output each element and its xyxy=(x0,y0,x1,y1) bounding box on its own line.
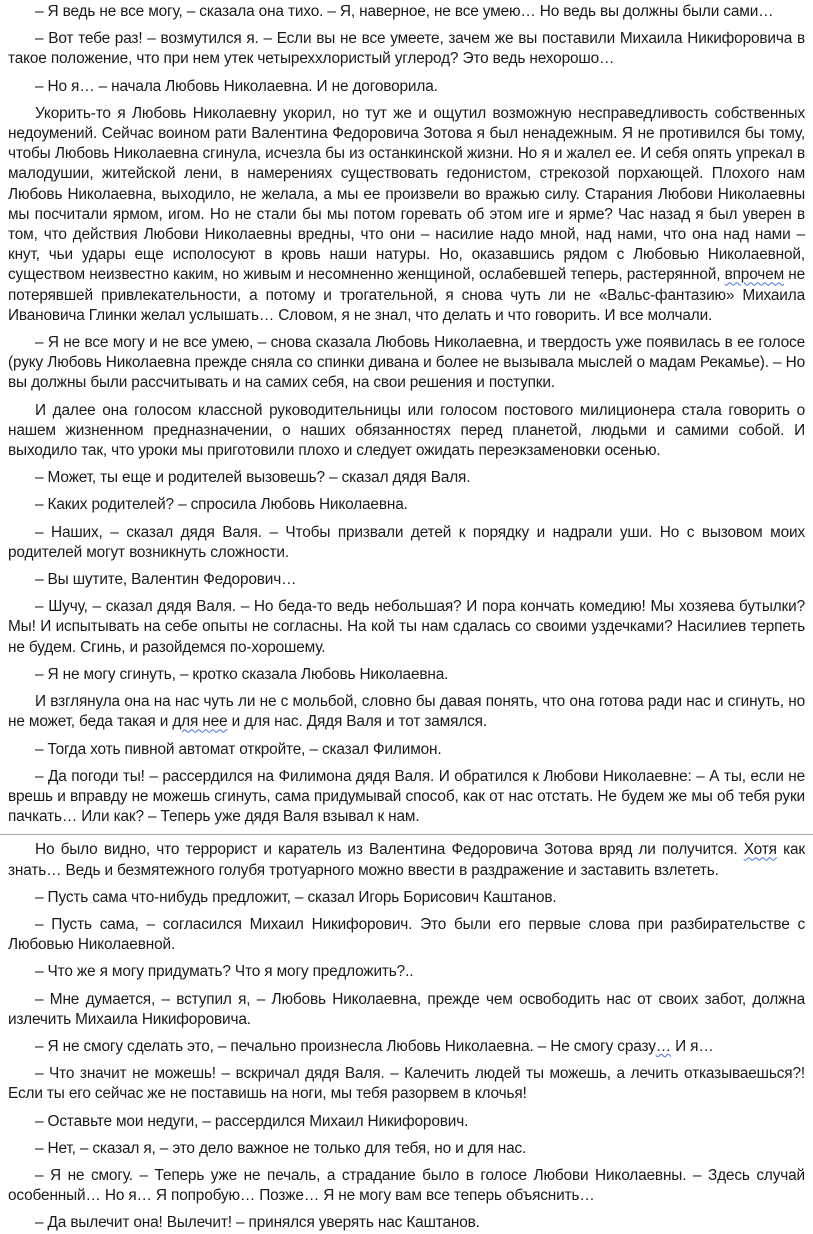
paragraph: – Да погоди ты! – рассердился на Филимона дядя Валя. И обратился к Любови Николаевне: – А ты, если не врешь и вправду не можешь сгинуть, сама придумывай способ, как от нас отстать. Не будем же мы об тебя руки пачкать… Или как? – Теперь уже дядя Валя взывал к нам. xyxy=(8,767,805,826)
paragraph: – Я не могу сгинуть, – кротко сказала Любовь Николаевна. xyxy=(35,665,449,683)
paragraph: И далее она голосом классной руководительницы или голосом постового милиционера стала говорить о нашем жизненном предназначении, о наших обязанностях перед планетой, людьми и самими собой. И выходило так, что уроки мы приготовили плохо и следует ожидать переэкзаменовки осенью. xyxy=(8,401,805,460)
paragraph: – Шучу, – сказал дядя Валя. – Но беда-то ведь небольшая? И пора кончать комедию! Мы хозяева бутылки? Мы! И испытывать на себе опыты не согласны. На кой ты нам сдалась со своими уздечками? Насилиев терпеть не будем. Сгинь, и разойдемся по-хорошему. xyxy=(8,598,805,656)
paragraph: – Тогда хоть пивной автомат откройте, – сказал Филимон. xyxy=(35,740,442,758)
paragraph xyxy=(8,840,805,880)
paragraph: – Я не все могу и не все умею, – снова сказала Любовь Николаевна, и твердость уже появилась в ее голосе (руку Любовь Николаевна прежде сняла со спинки дивана и более не вызывала мыслей о мадам Рекамье). – Но вы должны были рассчитывать и на самих себя, на свои решения и поступки. xyxy=(8,334,805,392)
paragraph: – Да вылечит она! Вылечит! – принялся уверять нас Каштанов. xyxy=(35,1214,480,1232)
paragraph-text: и для нас. Дядя Валя и тот замялся. xyxy=(227,713,487,731)
spellcheck-flagged-word[interactable]: впрочем xyxy=(724,266,784,284)
spellcheck-flagged-word[interactable]: Хотя xyxy=(743,841,777,859)
paragraph-text: как знать… Ведь и безмятежного голубя тротуарного можно ввести в раздражение и заставить взлететь. xyxy=(8,841,805,879)
paragraph: – Я не смогу. – Теперь уже не печаль, а страдание было в голосе Любови Николаевны. – Здесь случай особенный… Но я… Я попробую… Позже… Я не могу вам все теперь объяснить… xyxy=(8,1166,805,1205)
page-bottom-section xyxy=(0,840,813,1233)
spellcheck-flagged-word[interactable]: для нее xyxy=(172,713,228,731)
paragraph-text: – Я не смогу сделать это, – печально произнесла Любовь Николаевна. – Не смогу сразу xyxy=(35,1037,656,1055)
paragraph: – Нет, – сказал я, – это дело важное не только для тебя, но и для нас. xyxy=(35,1139,527,1157)
page-break-divider xyxy=(0,834,813,835)
paragraph: – Что значит не можешь! – вскричал дядя Валя. – Калечить людей ты можешь, а лечить отказываешься?! Если ты его сейчас же не поставишь на ноги, мы тебя разорвем в клочья! xyxy=(8,1065,805,1103)
paragraph-text: не потерявшей привлекательности, а потому и трогательной, я снова чуть ли не «Вальс-фантазию» Михаила Ивановича Глинки желал услышать… Словом, я не знал, что делать и что говорить. И все молчали. xyxy=(8,266,805,324)
paragraph: – Но я… – начала Любовь Николаевна. И не договорила. xyxy=(35,77,438,95)
paragraph xyxy=(8,692,805,732)
paragraph: – Наших, – сказал дядя Валя. – Чтобы призвали детей к порядку и надрали уши. Но с вызовом моих родителей могут возникнуть сложности. xyxy=(8,523,805,561)
paragraph: – Оставьте мои недуги, – рассердился Михаил Никифорович. xyxy=(35,1112,469,1130)
paragraph: – Я ведь не все могу, – сказала она тихо. – Я, наверное, не все умею… Но ведь вы должны были сами… xyxy=(35,3,774,20)
paragraph: – Что же я могу придумать? Что я могу предложить?.. xyxy=(35,963,414,981)
paragraph-text: И взглянула она на нас чуть ли не с мольбой, словно бы давая понять, что она готова ради нас и сгинуть, но не может, беда такая и xyxy=(8,693,805,731)
paragraph xyxy=(8,104,805,326)
paragraph xyxy=(8,1037,805,1057)
spellcheck-flagged-word[interactable]: … xyxy=(655,1037,672,1055)
paragraph: – Пусть сама, – согласился Михаил Никифорович. Это были его первые слова при разбирательстве с Любовью Николаевной. xyxy=(8,915,805,954)
paragraph: – Вы шутите, Валентин Федорович… xyxy=(35,571,297,589)
paragraph: – Пусть сама что-нибудь предложит, – сказал Игорь Борисович Каштанов. xyxy=(35,888,557,906)
paragraph: – Может, ты еще и родителей вызовешь? – сказал дядя Валя. xyxy=(35,469,471,487)
paragraph-text: Укорить-то я Любовь Николаевну укорил, но тут же и ощутил возможную несправедливость собственных недоумений. Сейчас воином рати Валентина Федоровича Зотова я был ненадежным. Я не противился бы тому, чтобы Любовь Николаевна сгинула, исчезла бы из останкинской жизни. Но я и жалел ее. И себя опять упрекал в малодушии, житейской лени, в намерениях существовать гедонистом, стрекозой порхающей. Плохого нам Любовь Николаевна, выходило, не желала, а мы ее произвели во вражью силу. Старания Любови Николаевны мы посчитали ярмом, игом. Но не стали бы мы потом горевать об этом иге и ярме? Час назад я был уверен в том, что действия Любови Николаевны вредны, что они – насилие надо мной, над нами, что она над нами – кнут, чьи удары еще исполосуют в кровь наши натуры. Но, оказавшись рядом с Любовью Николаевной, существом неизвестно каким, но живым и несомненно женщиной, ослабевшей теперь, растерянной, xyxy=(8,104,805,284)
paragraph-text: Но было видно, что террорист и каратель из Валентина Федоровича Зотова вряд ли получится. xyxy=(35,841,744,859)
paragraph-text: И я… xyxy=(671,1037,714,1055)
paragraph: – Мне думается, – вступил я, – Любовь Николаевна, прежде чем освободить нас от своих забот, должна излечить Михаила Никифоровича. xyxy=(8,990,805,1028)
paragraph: – Вот тебе раз! – возмутился я. – Если вы не все умеете, зачем же вы поставили Михаила Никифоровича в такое положение, что при нем утек четыреххлористый углерод? Это ведь нехорошо… xyxy=(8,30,805,68)
paragraph: – Каких родителей? – спросила Любовь Николаевна. xyxy=(35,496,408,514)
